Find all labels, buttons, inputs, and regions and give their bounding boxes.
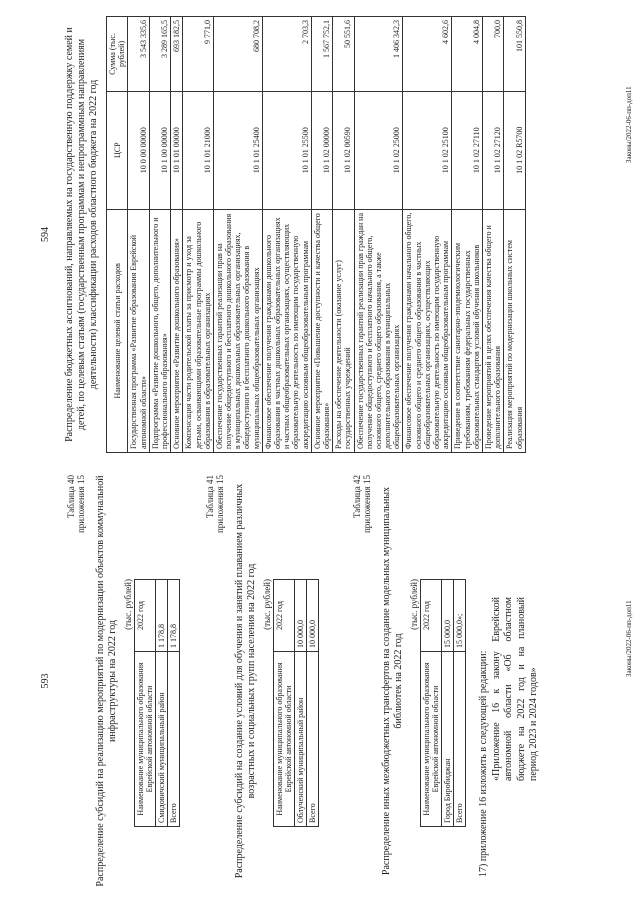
- table-row: [354, 17, 403, 453]
- amendment-quote: «Приложение 16 к закону Еврейской автономной области «Об областном бюджете на 2022 год и на плановый период 2023 и 2024 годов»: [490, 597, 539, 781]
- column-header: Сумма (тыс. рублей): [107, 17, 128, 92]
- table-header-row: [273, 580, 294, 827]
- table40: [134, 579, 181, 827]
- cell-amount: 3 543 335,6: [128, 17, 149, 92]
- cell-name: Финансовое обеспечение получения гражданами дошкольного образования в частных дошкольных образовательных организациях и частных общеобразовательных организациях, осуществляющих образовательную деятельность по имеющим государственную аккредитацию основным общеобразовательным программам: [262, 209, 311, 452]
- cell-value: 10 000,0: [307, 580, 319, 652]
- cell-code: 10 1 01 25500: [262, 91, 311, 209]
- table40-title: Распределение субсидий на реализацию мероприятий по модернизации объектов коммунальной инфраструктуры на 2022 год: [94, 475, 118, 887]
- cell-name: Компенсация части родительской платы за присмотр и уход за детьми, осваивающими образовательные программы дошкольного образования в образовательных организациях: [183, 209, 214, 452]
- table-row: [213, 17, 262, 453]
- amendment-paragraph: [478, 597, 541, 877]
- table-header-row: [134, 580, 155, 827]
- table41-block: [205, 475, 319, 887]
- table-header-row: [420, 580, 441, 827]
- table-row: [262, 17, 311, 453]
- cell-code: 10 1 02 00000: [311, 91, 332, 209]
- cell-amount: 3 289 165,5: [149, 17, 170, 92]
- cell-name: Обеспечение государственных гарантий реализации прав граждан на получение общедоступного и бесплатного начального общего, основного общего, среднего общего образования, а также дополнительного образования в муниципальных общеобразовательных организациях: [354, 209, 403, 452]
- cell-code: 10 1 00 00000: [149, 91, 170, 209]
- cell-name: Финансовое обеспечение получения гражданами начального общего, основного общего и среднего общего образования в частных общеобразовательных организациях, осуществляющих образовательную деятельность по имеющим государственную аккредитацию основным общеобразовательным программам: [403, 209, 452, 452]
- cell-code: 10 1 02 27120: [482, 91, 503, 209]
- column-header: ЦСР: [107, 91, 128, 209]
- cell-value: 15 000,0: [442, 580, 454, 652]
- cell-name: Государственная программа «Развитие образования Еврейской автономной области»: [128, 209, 149, 452]
- page-number: 593: [40, 673, 51, 689]
- cell-amount: 4 602,6: [403, 17, 452, 92]
- appendix16-block: [64, 16, 526, 453]
- table42-unit: (тыс. рублей): [408, 579, 419, 630]
- cell-name: Всего: [168, 652, 180, 827]
- table42-block: [352, 475, 466, 887]
- table-row: [171, 17, 183, 453]
- table-row: [454, 580, 466, 827]
- cell-code: 10 1 02 00590: [333, 91, 354, 209]
- cell-name: Облученский муниципальный район: [295, 652, 307, 827]
- cell-name: Всего: [307, 652, 319, 827]
- table41-title: Распределение субсидий на создание условий для обучения и занятий плаванием различных возрастных и социальных групп населения на 2022 год: [233, 483, 257, 879]
- table41: [273, 579, 320, 827]
- cell-name: Смидовичский муниципальный район: [156, 652, 168, 827]
- cell-code: 10 1 01 21000: [183, 91, 214, 209]
- cell-name: Реализация мероприятий по модернизации школьных систем образования: [504, 209, 525, 452]
- table-row: [183, 17, 214, 453]
- table-row: [307, 580, 319, 827]
- cell-name: Проведение мероприятий в целях обеспечения качества общего и дополнительного образования: [482, 209, 503, 452]
- cell-value: 1 178,8: [168, 580, 180, 652]
- column-header: Наименование целевой статьи расходов: [107, 209, 128, 452]
- cell-name: Расходы на обеспечение деятельности (оказание услуг) государственных учреждений: [333, 209, 354, 452]
- table42-label: Таблица 42: [352, 475, 362, 518]
- page-593: [0, 475, 639, 887]
- table-header-row: [107, 17, 128, 453]
- table-row: [149, 17, 170, 453]
- table-row: [403, 17, 452, 453]
- table41-unit: (тыс. рублей): [261, 579, 272, 630]
- column-header: Наименование муниципального образования Еврейской автономной области: [134, 652, 155, 827]
- cell-name: Основное мероприятие «Развитие дошкольного образования»: [171, 209, 183, 452]
- table-row: [168, 580, 180, 827]
- table40-appendix: приложения 15: [76, 475, 87, 534]
- cell-code: 10 1 02 27110: [452, 91, 483, 209]
- cell-amount: 9 771,0: [183, 17, 214, 92]
- table40-unit: (тыс. рублей): [122, 579, 133, 630]
- cell-amount: 50 551,6: [333, 17, 354, 92]
- page-number: 594: [40, 227, 51, 242]
- cell-value: 1 178,8: [156, 580, 168, 652]
- appendix16-title: Распределение бюджетных ассигнований, направляемых на государственную поддержку семей и детей, по целевым статьям (государственным программам и непрограммным направлениям деятельности) классификации расходов областного бюджета на 2022 год: [64, 27, 99, 442]
- table-row: [156, 580, 168, 827]
- table-row: [311, 17, 332, 453]
- column-header: 2022 год: [420, 580, 441, 652]
- file-reference: Законы/2022-06-пп-доп11: [625, 86, 633, 163]
- table42-title: Распределение иных межбюджетных трансфертов на создание модельных муниципальных библиотек на 2022 год: [380, 486, 404, 876]
- cell-name: Обеспечение государственных гарантий реализации прав на получение общедоступного и бесплатного дошкольного образования в муниципальных дошкольных образовательных организациях, общедоступного и бесплатного дошкольного образования в муниципальных общеобразовательных организациях: [213, 209, 262, 452]
- cell-code: 10 0 00 00000: [128, 91, 149, 209]
- cell-code: 10 1 02 R5700: [504, 91, 525, 209]
- table41-appendix: приложения 15: [215, 475, 226, 534]
- cell-amount: 1 567 752,1: [311, 17, 332, 92]
- cell-name: Основное мероприятие «Повышение доступности и качества общего образования»: [311, 209, 332, 452]
- table40-block: [66, 475, 180, 887]
- cell-amount: 101 550,8: [504, 17, 525, 92]
- table42-appendix: приложения 15: [362, 475, 373, 534]
- cell-value: 10 000,0: [295, 580, 307, 652]
- column-header: Наименование муниципального образования Еврейской автономной области: [420, 652, 441, 827]
- cell-code: 10 1 02 25000: [354, 91, 403, 209]
- cell-code: 10 1 01 00000: [171, 91, 183, 209]
- table42: [420, 579, 467, 827]
- table41-label: Таблица 41: [205, 475, 215, 518]
- file-reference: Законы/2022-06-пп-доп11: [625, 600, 633, 677]
- cell-name: Всего: [454, 652, 466, 827]
- table-row: [333, 17, 354, 453]
- cell-code: 10 1 02 25100: [403, 91, 452, 209]
- column-header: 2022 год: [273, 580, 294, 652]
- cell-code: 10 1 01 25400: [213, 91, 262, 209]
- cell-name: Подпрограмма «Развитие дошкольного, общего, дополнительного и профессионального образования»: [149, 209, 170, 452]
- column-header: 2022 год: [134, 580, 155, 652]
- table-row: [482, 17, 503, 453]
- amendment-intro: 17) приложение 16 изложить в следующей редакции:: [478, 650, 489, 877]
- table-row: [452, 17, 483, 453]
- page-594: [0, 16, 639, 453]
- table-row: [295, 580, 307, 827]
- cell-amount: 1 406 342,3: [354, 17, 403, 92]
- cell-amount: 4 004,8: [452, 17, 483, 92]
- cell-name: Город Биробиджан: [442, 652, 454, 827]
- cell-amount: 693 182,5: [171, 17, 183, 92]
- cell-value: 15 000,0»;: [454, 580, 466, 652]
- cell-amount: 700,0: [482, 17, 503, 92]
- cell-amount: 680 708,2: [213, 17, 262, 92]
- column-header: Наименование муниципального образования Еврейской автономной области: [273, 652, 294, 827]
- cell-amount: 2 703,3: [262, 17, 311, 92]
- appendix16-table: [106, 16, 526, 453]
- cell-name: Приведение в соответствие санитарно-эпидемиологическим требованиям, требованиям федеральных государственных образовательных стандартов условий обучения школьников: [452, 209, 483, 452]
- table-row: [442, 580, 454, 827]
- table-row: [504, 17, 525, 453]
- table-row: [128, 17, 149, 453]
- table40-label: Таблица 40: [66, 475, 76, 518]
